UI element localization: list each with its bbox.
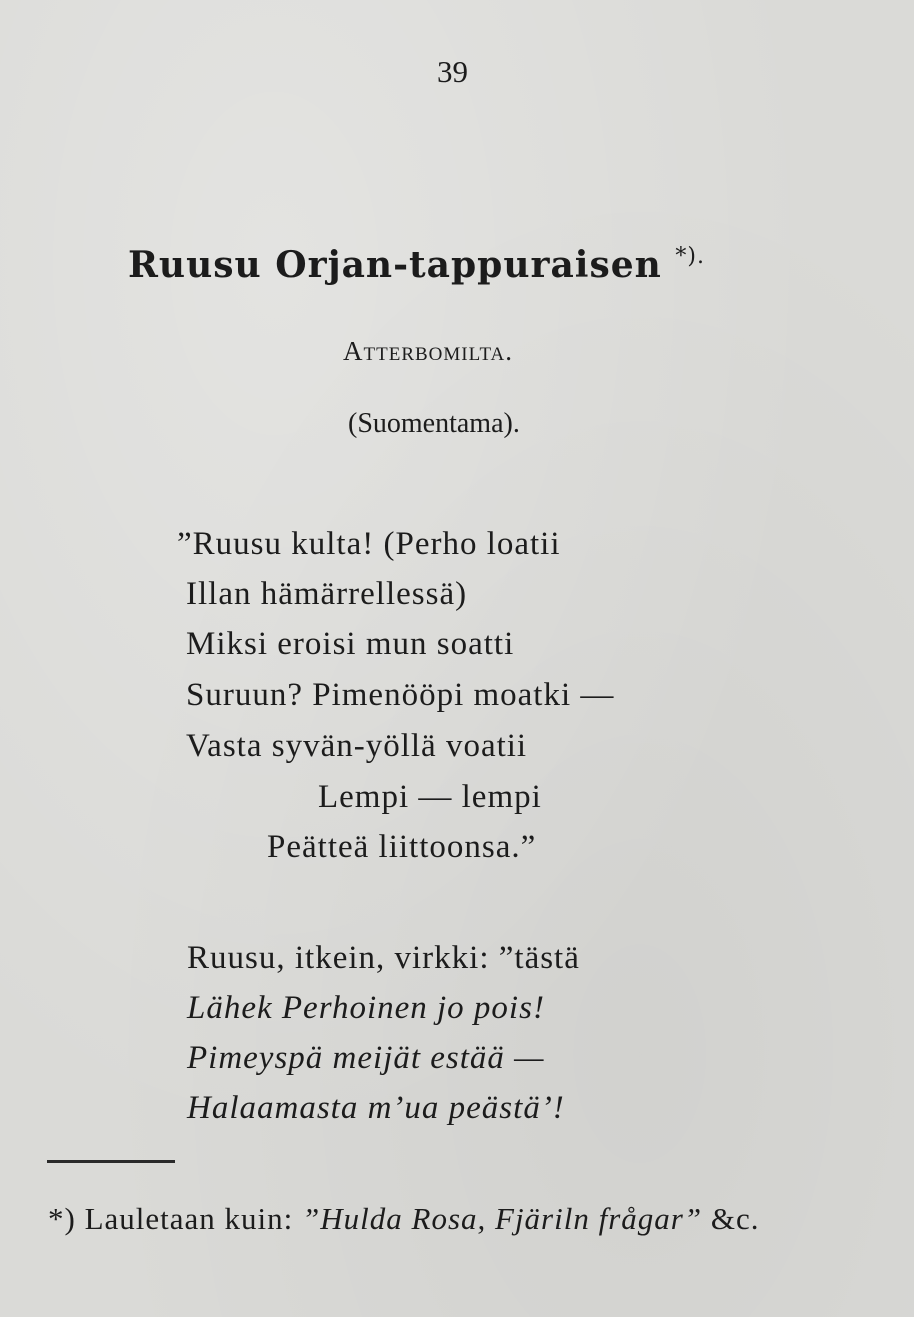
footnote	[48, 1201, 759, 1237]
verse-line: Suruun? Pimenööpi moatki —	[186, 677, 615, 713]
verse-line: Lähek Perhoinen jo pois!	[187, 990, 545, 1026]
footnote-rule	[47, 1160, 175, 1163]
verse-line: Vasta syvän-yöllä voatii	[186, 728, 528, 764]
verse-line: Pimeyspä meijät estää —	[187, 1040, 545, 1076]
title-footnote-mark: *).	[675, 244, 705, 269]
verse-line: Ruusu, itkein, virkki: ”tästä	[187, 940, 580, 976]
translator-note: (Suomentama).	[348, 408, 520, 439]
poem-title	[128, 244, 705, 286]
footnote-text: Lauletaan kuin:	[84, 1201, 303, 1236]
footnote-mark: *)	[48, 1201, 76, 1236]
verse-line: Halaamasta m’ua peästä’!	[187, 1090, 565, 1126]
verse-line: Peätteä liittoonsa.”	[267, 829, 537, 865]
verse-line: Lempi — lempi	[318, 779, 542, 815]
footnote-tail: &c.	[702, 1201, 760, 1236]
verse-line: Miksi eroisi mun soatti	[186, 626, 515, 662]
author-line: Atterbomilta.	[343, 336, 514, 366]
verse-line: Illan hämärrellessä)	[186, 576, 468, 612]
footnote-quote: ”Hulda Rosa, Fjäriln frågar”	[302, 1201, 703, 1236]
page-number: 39	[437, 54, 468, 89]
title-text: Ruusu Orjan-tappuraisen	[128, 244, 662, 286]
verse-line: ”Ruusu kulta! (Perho loatii	[177, 526, 561, 562]
